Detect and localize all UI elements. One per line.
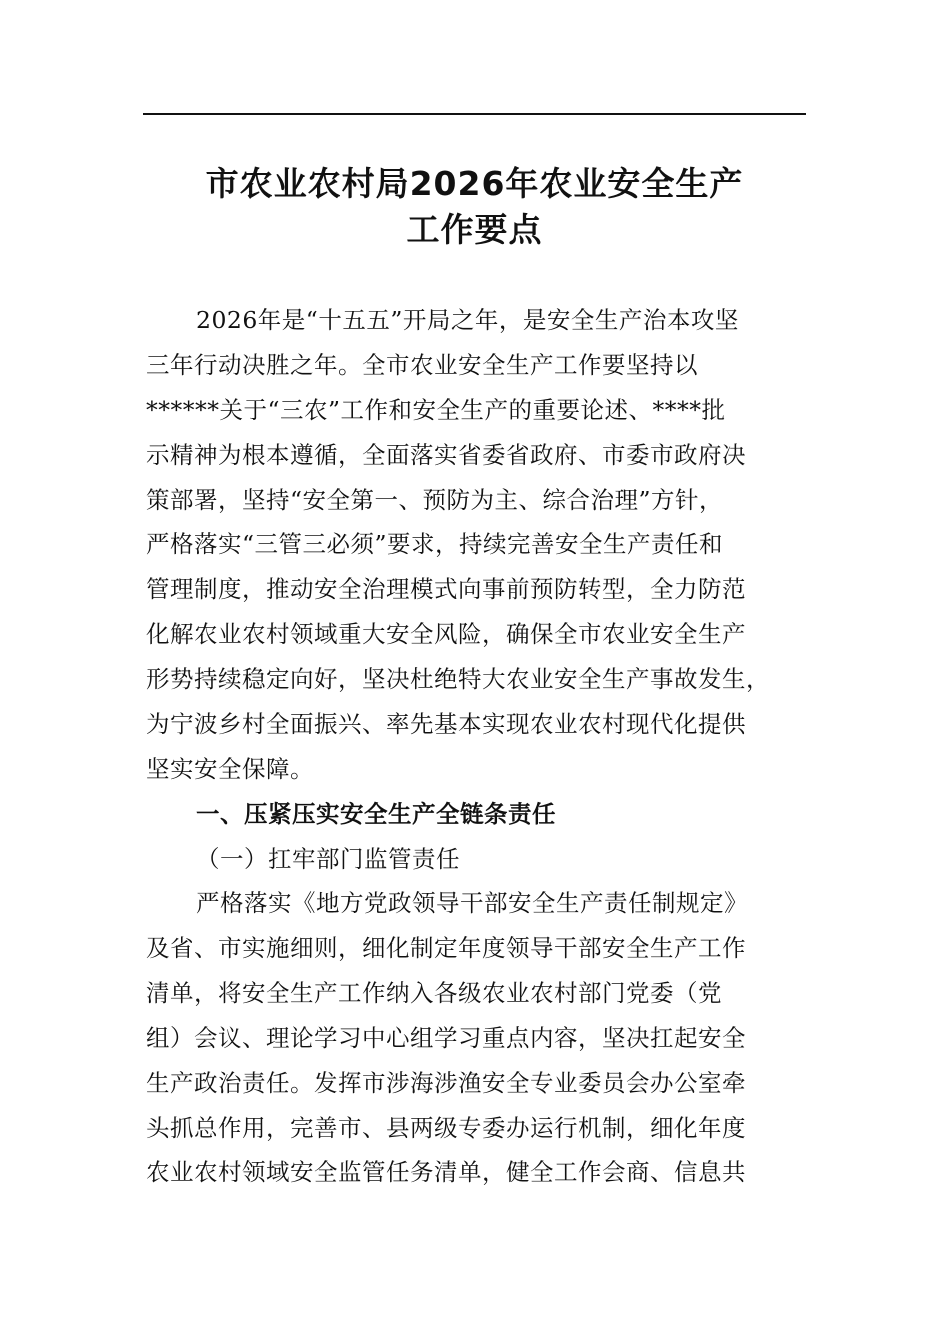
paragraph-line: 化解农业农村领域重大安全风险，确保全市农业安全生产 — [146, 620, 746, 648]
paragraph-line: 形势持续稳定向好，坚决杜绝特大农业安全生产事故发生， — [146, 665, 770, 693]
paragraph-line: ******关于“三农”工作和安全生产的重要论述、****批 — [146, 396, 726, 424]
paragraph-line: 头抓总作用，完善市、县两级专委办运行机制，细化年度 — [146, 1114, 746, 1142]
paragraph-line: 策部署，坚持“安全第一、预防为主、综合治理”方针， — [146, 486, 724, 514]
paragraph-line: 严格落实《地方党政领导干部安全生产责任制规定》 — [196, 889, 748, 917]
paragraph-line: 管理制度，推动安全治理模式向事前预防转型，全力防范 — [146, 575, 746, 603]
section-heading: 一、压紧压实安全生产全链条责任 — [196, 800, 556, 828]
paragraph-line: 组）会议、理论学习中心组学习重点内容，坚决扛起安全 — [146, 1024, 746, 1052]
paragraph-line: 清单，将安全生产工作纳入各级农业农村部门党委（党 — [146, 979, 722, 1007]
paragraph-line: 坚实安全保障。 — [146, 755, 314, 783]
document-title-line-1: 市农业农村局2026年农业安全生产 — [205, 164, 744, 203]
header-rule — [143, 113, 806, 115]
subsection-heading: （一）扛牢部门监管责任 — [196, 845, 460, 873]
paragraph-line: 农业农村领域安全监管任务清单，健全工作会商、信息共 — [146, 1158, 746, 1186]
paragraph-line: 及省、市实施细则，细化制定年度领导干部安全生产工作 — [146, 934, 746, 962]
paragraph-line: 2026年是“十五五”开局之年，是安全生产治本攻坚 — [196, 306, 739, 334]
paragraph-line: 三年行动决胜之年。全市农业安全生产工作要坚持以 — [146, 351, 698, 379]
paragraph-line: 示精神为根本遵循，全面落实省委省政府、市委市政府决 — [146, 441, 746, 469]
paragraph-line: 生产政治责任。发挥市涉海涉渔安全专业委员会办公室牵 — [146, 1069, 746, 1097]
paragraph-line: 为宁波乡村全面振兴、率先基本实现农业农村现代化提供 — [146, 710, 746, 738]
document-title-line-2: 工作要点 — [406, 210, 543, 249]
paragraph-line: 严格落实“三管三必须”要求，持续完善安全生产责任和 — [146, 530, 724, 558]
